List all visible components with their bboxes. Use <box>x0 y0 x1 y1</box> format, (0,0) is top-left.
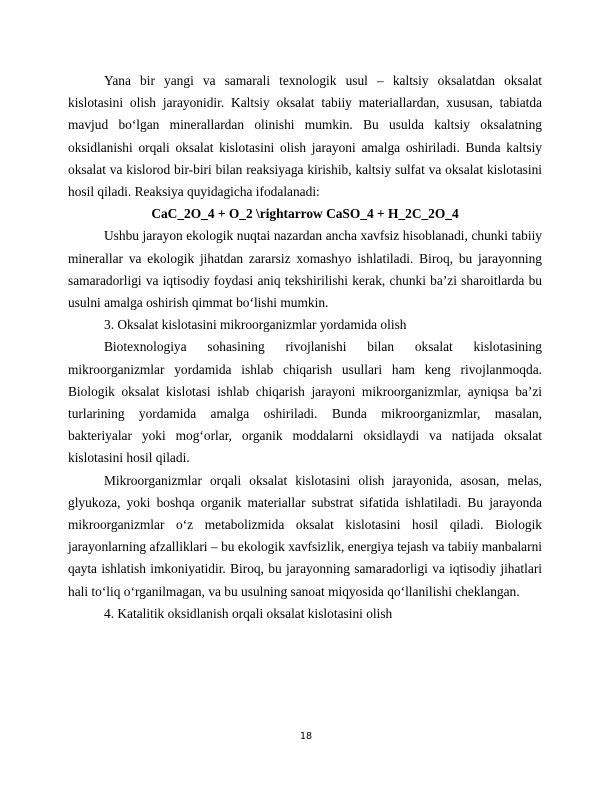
paragraph-biotechnology: Biotexnologiya sohasining rivojlanishi bilan oksalat kislotasining mikroorganizmlar yordamida ishlab chiqarish usullari ham keng rivojlanmoqda. Biologik oksalat kislotasi ishlab chiqarish jarayoni mikroorganizmlar, ayniqsa ba’zi turlarining yordamida amalga oshiriladi. Bunda mikroorganizmlar, masalan, bakteriyalar yoki mog‘orlar, organik moddalarni oksidlaydi va natijada oksalat kislotasini hosil qiladi. <box>68 339 542 466</box>
paragraph-substrates: Mikroorganizmlar orqali oksalat kislotasini olish jarayonida, asosan, melas, glyukoza, yoki boshqa organik materiallar substrat sifatida ishlatiladi. Bu jarayonda mikroorganizmlar o‘z metabolizmida oksalat kislotasini hosil qiladi. Biologik jarayonlarning afzalliklari – bu ekologik xavfsizlik, energiya tejash va tabiiy manbalarni qayta ishlatish imkoniyatidir. Biroq, bu jarayonning samaradorligi va iqtisodiy jihatlari hali to‘liq o‘rganilmagan, va bu usulning sanoat miqyosida qo‘llanilishi cheklangan. <box>68 472 542 599</box>
paragraph-calcium-oxalate-method: Yana bir yangi va samarali texnologik usul – kaltsiy oksalatdan oksalat kislotasini olish jarayonidir. Kaltsiy oksalat tabiiy materiallardan, xususan, tabiatda mavjud bo‘lgan minerallardan olinishi mumkin. Bu usulda kaltsiy oksalatning oksidlanishi orqali oksalat kislotasini olish jarayoni amalga oshiriladi. Bunda kaltsiy oksalat va kislorod bir-biri bilan reaksiyaga kirishib, kaltsiy sulfat va oksalat kislotasini hosil qiladi. Reaksiya quyidagicha ifodalanadi: <box>68 73 542 200</box>
section-heading-microorganisms: 3. Oksalat kislotasini mikroorganizmlar yordamida olish <box>104 317 407 333</box>
paragraph-ecological-assessment: Ushbu jarayon ekologik nuqtai nazardan ancha xavfsiz hisoblanadi, chunki tabiiy minerallar va ekologik jihatdan zararsiz xomashyo ishlatiladi. Biroq, bu jarayonning samaradorligi va iqtisodiy foydasi aniq tekshirilishi kerak, chunki ba’zi sharoitlarda bu usulni amalga oshirish qimmat bo‘lishi mumkin. <box>68 228 542 311</box>
reaction-formula: CaC_2O_4 + O_2 \rightarrow CaSO_4 + H_2C_2O_4 <box>151 206 459 222</box>
page-number: 18 <box>299 731 313 742</box>
body-text <box>68 70 542 625</box>
section-heading-catalytic-oxidation: 4. Katalitik oksidlanish orqali oksalat kislotasini olish <box>104 605 393 621</box>
